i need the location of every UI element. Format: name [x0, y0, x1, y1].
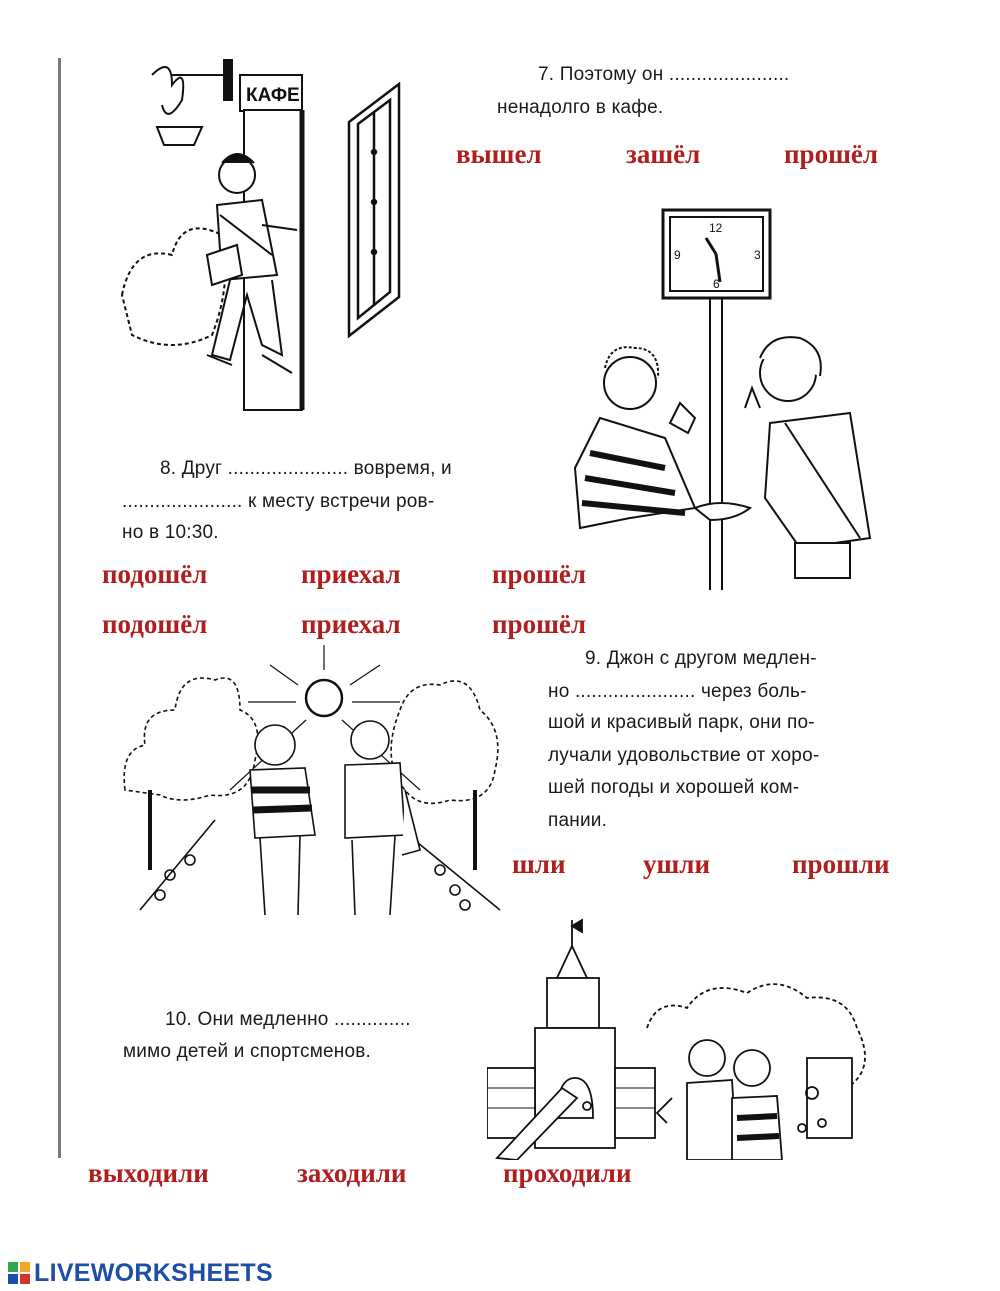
window-frame [344, 82, 404, 338]
q7-option-3[interactable]: прошёл [784, 139, 878, 169]
cafe-illustration [112, 55, 337, 415]
q7-line2: ненадолго в кафе. [497, 97, 664, 118]
q8-line1: 8. Друг ...................... вовремя, и [160, 458, 452, 479]
q9-line4: лучали удовольствие от хоро- [548, 745, 820, 766]
q9-option-3[interactable]: прошли [792, 849, 890, 879]
logo-text: LIVEWORKSHEETS [34, 1258, 273, 1287]
q8-option-a-1[interactable]: подошёл [102, 559, 208, 589]
castle-playground-illustration [487, 918, 880, 1160]
q10-option-3[interactable]: проходили [503, 1158, 632, 1188]
q9-line1: 9. Джон с другом медлен- [585, 648, 817, 669]
q9-line2: но ...................... через боль- [548, 681, 807, 702]
q9-line6: пании. [548, 810, 608, 831]
park-illustration [120, 640, 505, 915]
margin-line [58, 58, 61, 1158]
q10-line1: 10. Они медленно .............. [165, 1009, 411, 1030]
clock-twelve: 12 [709, 221, 723, 235]
q7-option-2[interactable]: зашёл [626, 139, 701, 169]
q9-line3: шой и красивый парк, они по- [548, 712, 815, 733]
q7-option-1[interactable]: вышел [456, 139, 542, 169]
q8-line3: но в 10:30. [122, 522, 219, 543]
q8-option-a-3[interactable]: прошёл [492, 559, 586, 589]
cafe-sign-text: КАФЕ [246, 85, 300, 106]
clock-three: 3 [754, 248, 761, 262]
q8-option-a-2[interactable]: приехал [301, 559, 401, 589]
logo-icon [8, 1262, 30, 1284]
q9-option-1[interactable]: шли [512, 849, 566, 879]
meeting-clock-illustration [570, 208, 890, 590]
liveworksheets-logo[interactable] [8, 1258, 273, 1288]
q9-option-2[interactable]: ушли [643, 849, 710, 879]
clock-six: 6 [713, 277, 720, 291]
q10-line2: мимо детей и спортсменов. [123, 1041, 372, 1062]
q10-option-1[interactable]: выходили [88, 1158, 209, 1188]
q10-option-2[interactable]: заходили [297, 1158, 407, 1188]
q7-line1: 7. Поэтому он ...................... [538, 64, 790, 85]
q8-option-b-1[interactable]: подошёл [102, 609, 208, 639]
q8-line2: ...................... к месту встречи ров- [122, 491, 435, 512]
q8-option-b-3[interactable]: прошёл [492, 609, 586, 639]
clock-nine: 9 [674, 248, 681, 262]
q9-line5: шей погоды и хорошей ком- [548, 777, 800, 798]
q8-option-b-2[interactable]: приехал [301, 609, 401, 639]
